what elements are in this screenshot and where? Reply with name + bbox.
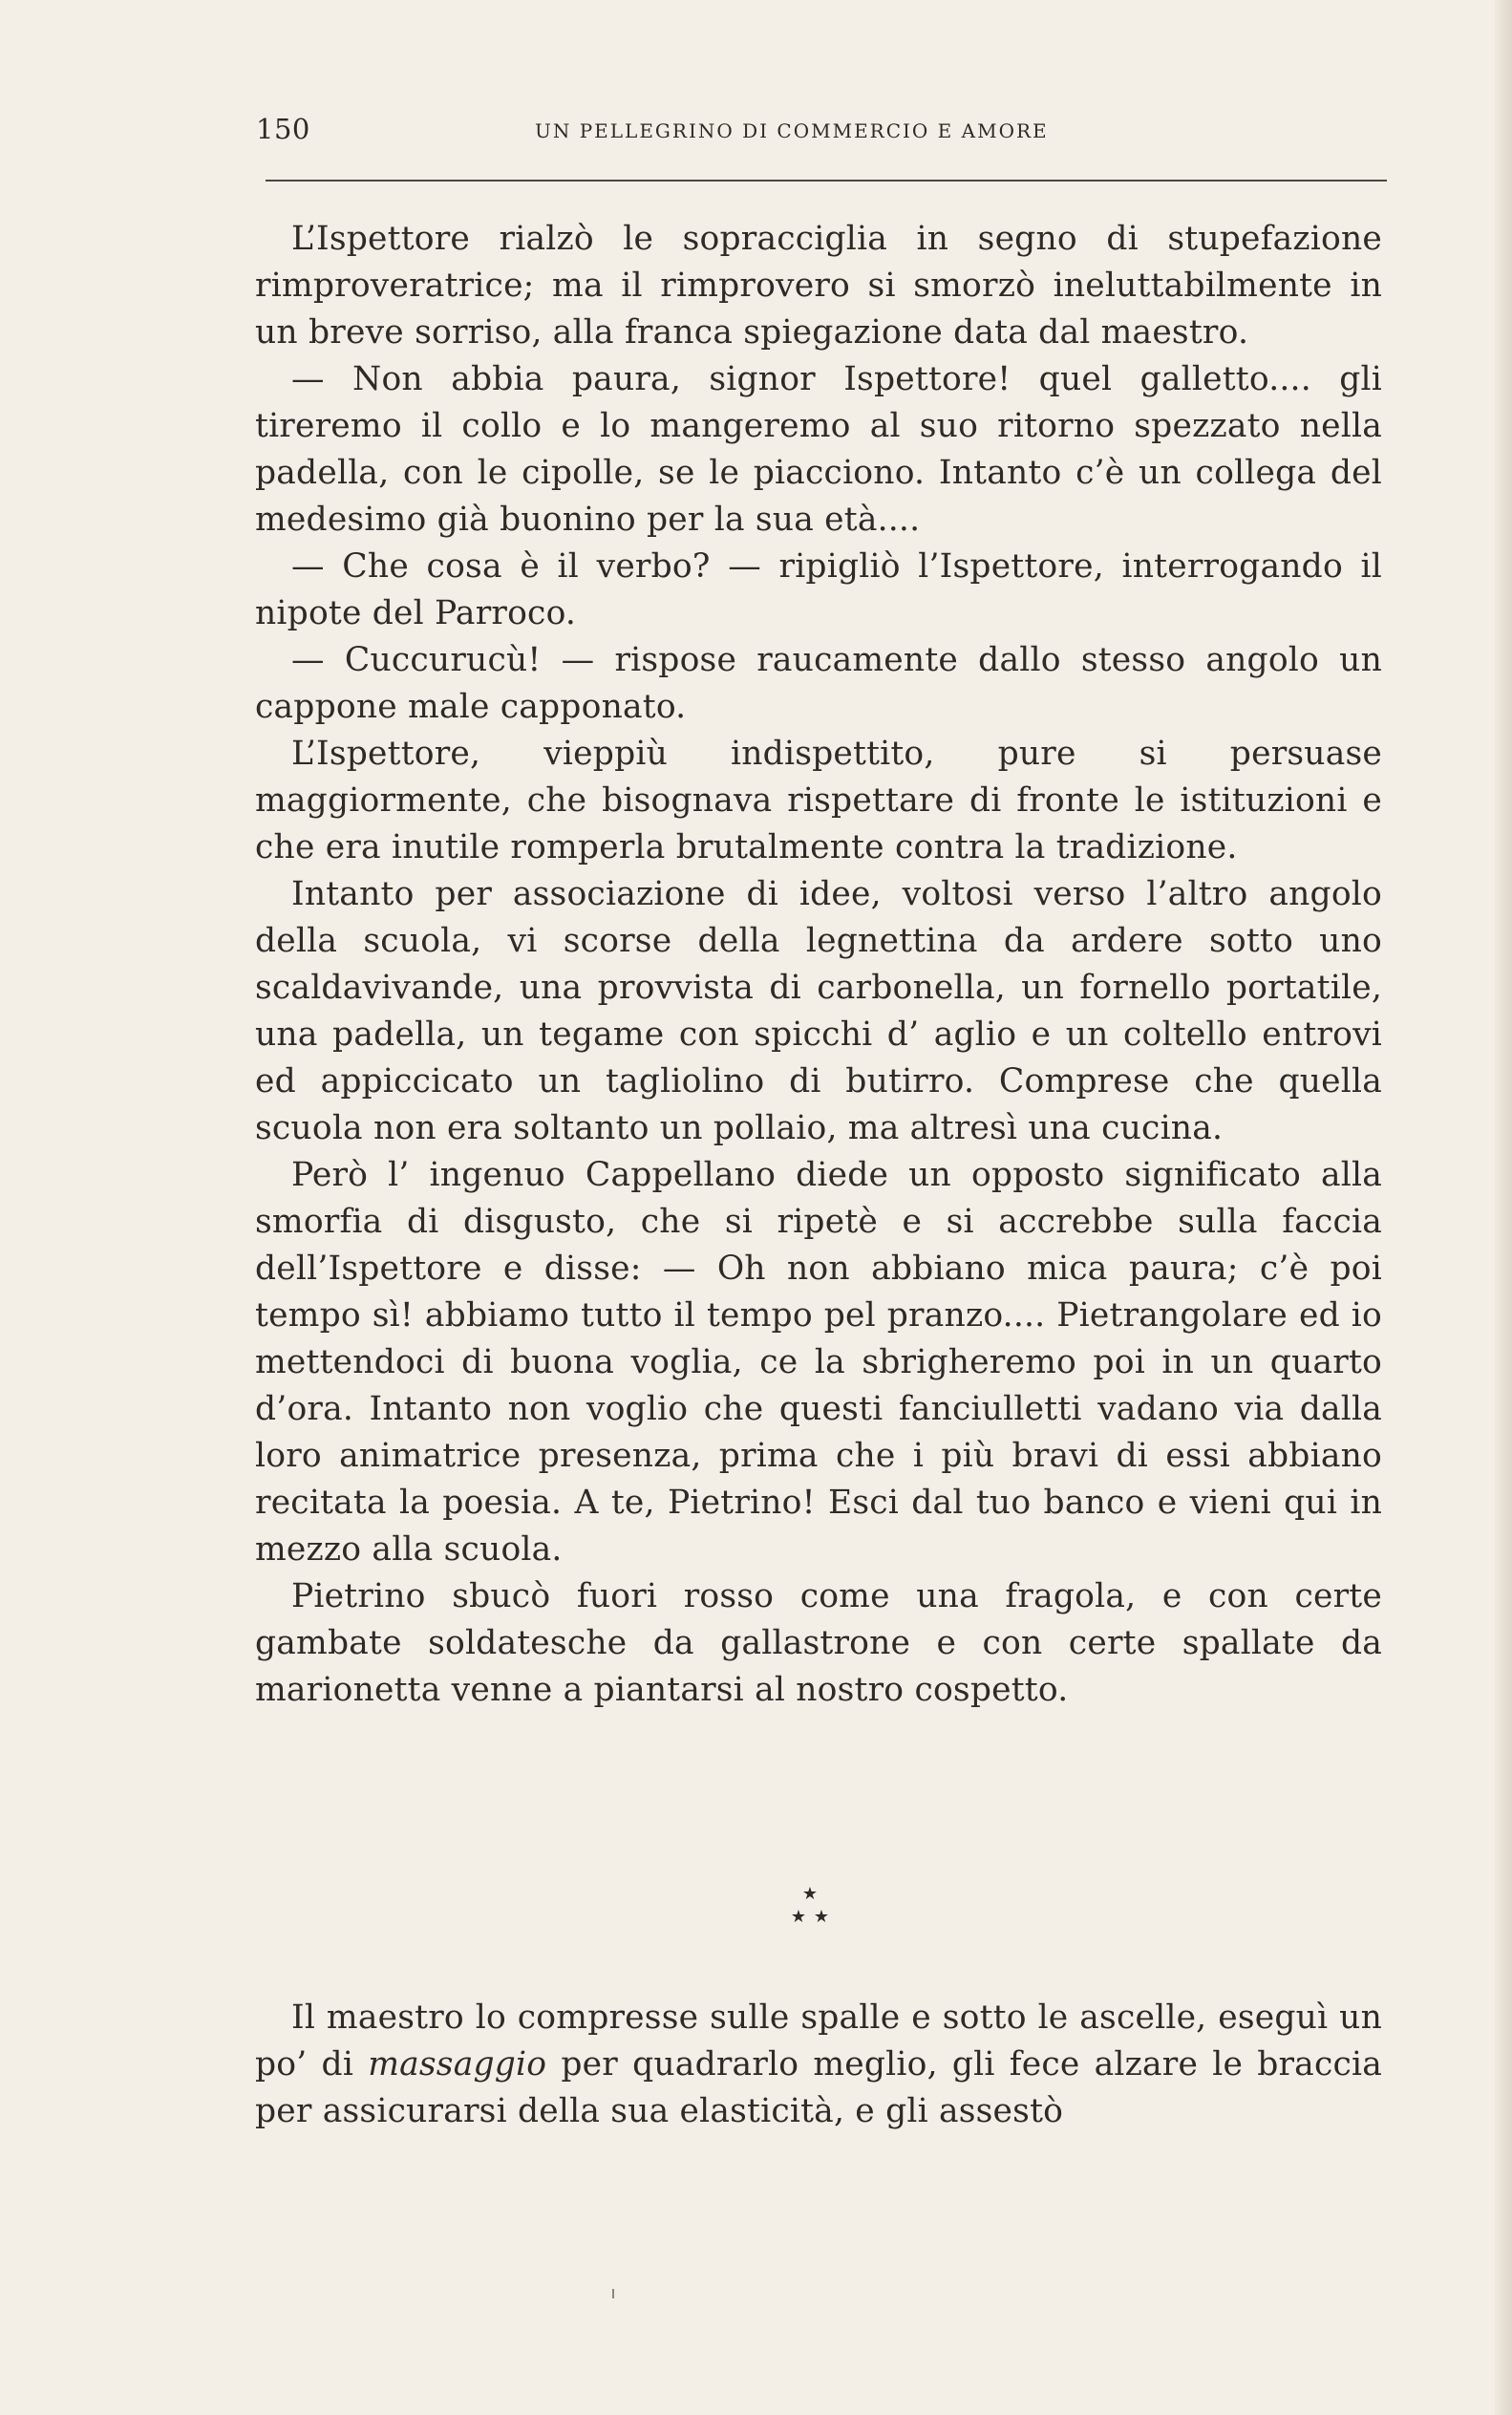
page-edge-shadow [1495,0,1512,2415]
svg-text:★: ★ [813,1907,830,1927]
section-break-asterism [789,1882,831,1930]
emphasis-text: massaggio [368,2045,547,2084]
scan-speck [612,2289,614,2298]
paragraph: — Non abbia paura, signor Ispettore! quel galletto.... gli tireremo il collo e lo mangeremo al suo ritorno spezzato nella padella, con le cipolle, se le piacciono. Intanto c’è un collega del medesimo già buonino per la sua età.... [255,360,1382,539]
page-number: 150 [256,113,310,145]
page-header [256,113,1388,157]
header-rule [266,180,1387,182]
paragraph: L’Ispettore, vieppiù indispettito, pure si persuase maggiormente, che bisognava rispettare di fronte le istituzioni e che era inutile romperla brutalmente contra la tradizione. [255,735,1382,866]
paragraph: — Cuccurucù! — rispose raucamente dallo stesso angolo un cappone male capponato. [255,641,1382,726]
paragraph: L’Ispettore rialzò le sopracciglia in segno di stupefazione rimproveratrice; ma il rimprovero si smorzò ineluttabilmente in un breve sorriso, alla franca spiegazione data dal maestro. [255,220,1382,352]
asterism-icon [789,1882,831,1930]
paragraph: Pietrino sbucò fuori rosso come una fragola, e con certe gambate soldatesche da gallastrone e con certe spallate da marionetta venne a piantarsi al nostro cospetto. [255,1577,1382,1709]
main-text [255,216,1382,1714]
text-run: per quadrarlo meglio, gli fece alzare le braccia per assicurarsi della sua elasticità, e gli assestò [255,2045,1382,2130]
paragraph [255,1995,1382,2135]
svg-text:★: ★ [790,1907,807,1927]
paragraph: Però l’ ingenuo Cappellano diede un opposto significato alla smorfia di disgusto, che si ripetè e si accrebbe sulla faccia dell’Ispettore e disse: — Oh non abbiano mica paura; c’è poi tempo sì! abbiamo tutto il tempo pel pranzo.... Pietrangolare ed io mettendoci di buona voglia, ce la sbrigheremo poi in un quarto d’ora. Intanto non voglio che questi fanciulletti vadano via dalla loro animatrice presenza, prima che i più bravi di essi abbiano recitata la poesia. A te, Pietrino! Esci dal tuo banco e vieni qui in mezzo alla scuola. [255,1156,1382,1569]
closing-text [255,1995,1382,2135]
text-run: Il maestro lo compresse sulle spalle e sotto le ascelle, eseguì un po’ di [255,1998,1382,2084]
paragraph: Intanto per associazione di idee, voltosi verso l’altro angolo della scuola, vi scorse della legnettina da ardere sotto uno scaldavivande, una provvista di carbonella, un fornello portatile, una padella, un tegame con spicchi d’ aglio e un coltello entrovi ed appiccicato un tagliolino di butirro. Comprese che quella scuola non era soltanto un pollaio, ma altresì una cucina. [255,875,1382,1147]
svg-text:★: ★ [801,1884,819,1904]
paragraph: — Che cosa è il verbo? — ripigliò l’Ispettore, interrogando il nipote del Parroco. [255,547,1382,632]
running-title: UN PELLEGRINO DI COMMERCIO E AMORE [535,119,1049,142]
